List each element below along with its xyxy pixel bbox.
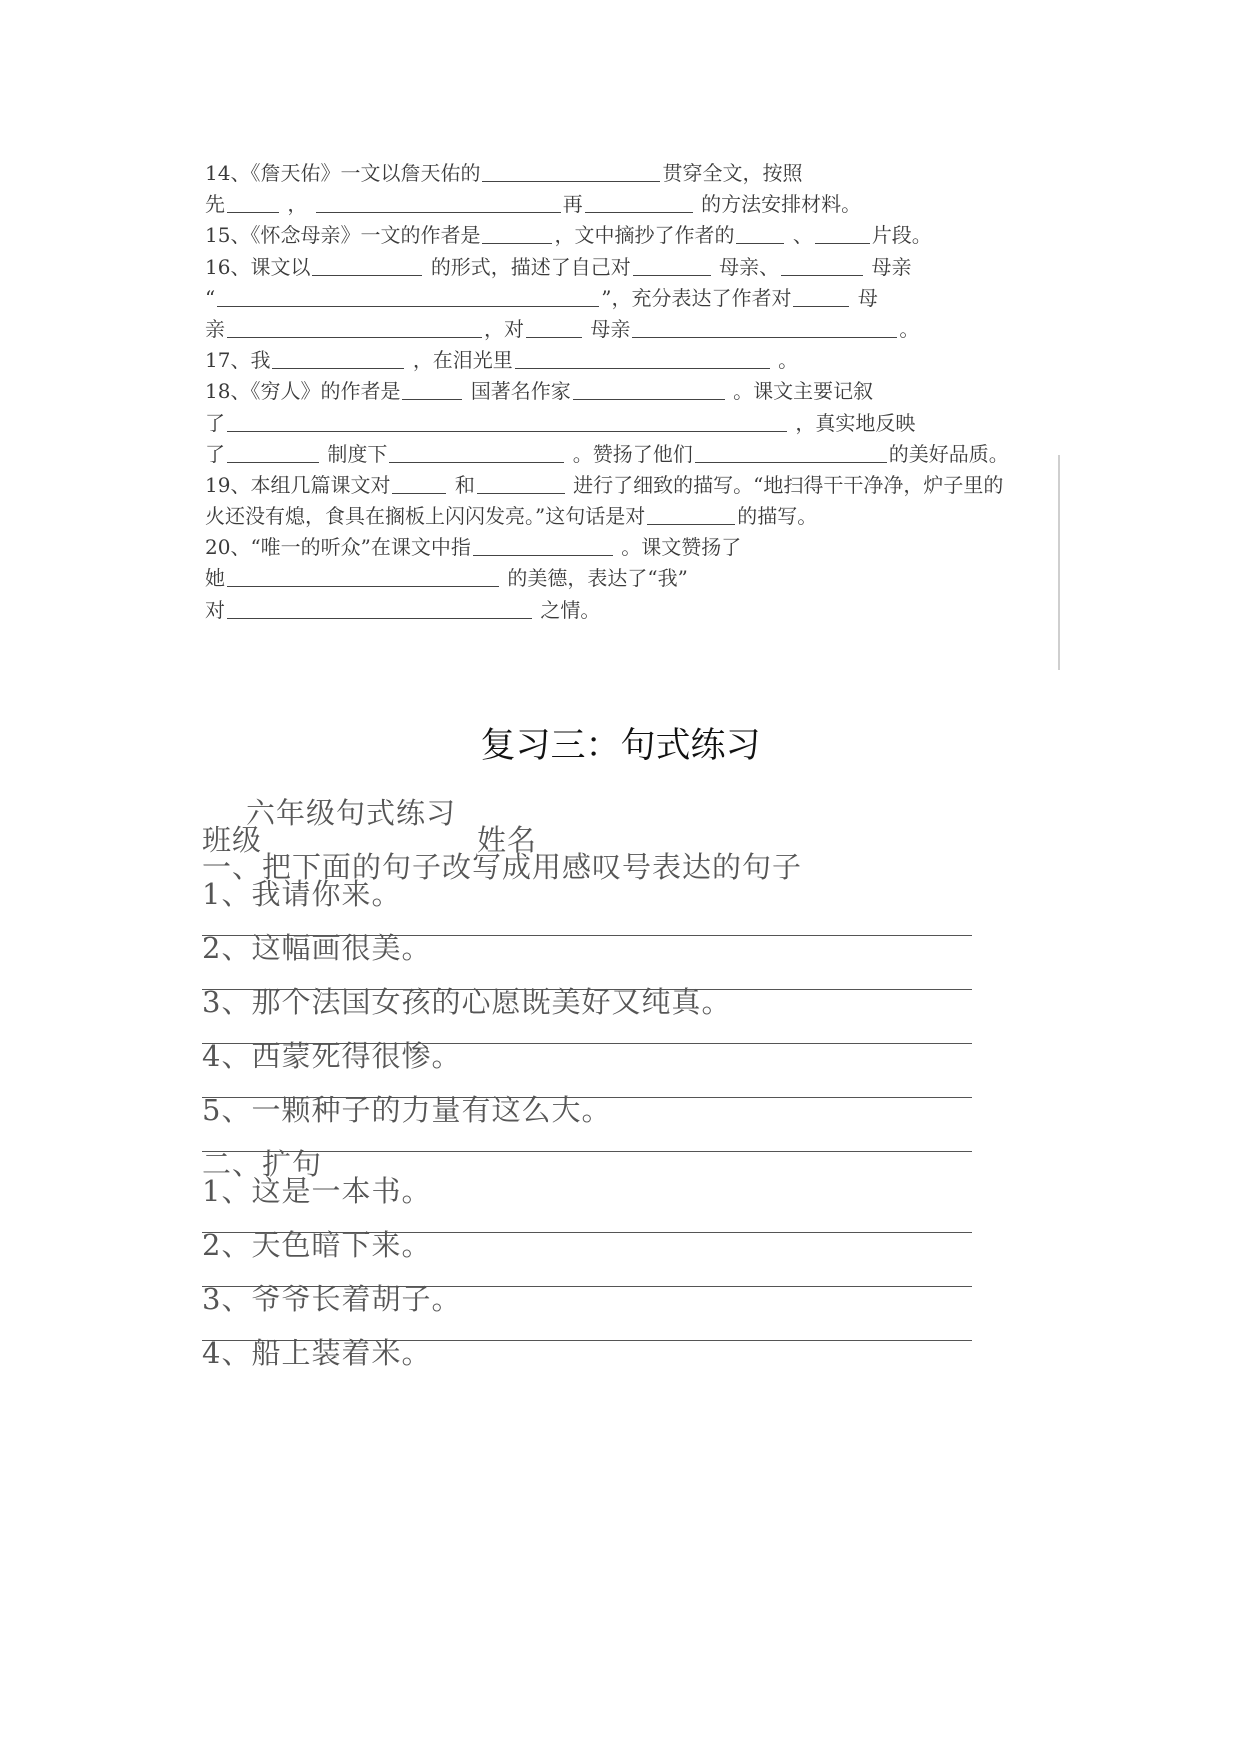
part-2-item: 4、船上装着米。: [202, 1336, 432, 1370]
question-text: 14、《詹天佑》一文以詹天佑的: [205, 161, 481, 185]
question-16-line-2: [205, 283, 1055, 314]
question-text: 再: [562, 192, 583, 217]
answer-blank[interactable]: [227, 442, 319, 463]
question-15: [205, 220, 1055, 251]
question-text: 。: [899, 316, 920, 341]
question-16-line-1: [205, 252, 1055, 283]
sheet-title: 六年级句式练习: [246, 796, 457, 830]
answer-blank[interactable]: [477, 473, 565, 494]
question-text: 先: [205, 192, 225, 217]
answer-blank[interactable]: [793, 286, 849, 307]
class-label: 班级: [202, 823, 263, 857]
question-text: “: [205, 285, 216, 310]
question-text: 之情。: [540, 597, 601, 622]
question-14-line-2: [205, 189, 1055, 220]
question-text: 片段。: [871, 223, 932, 248]
part-2-item: 1、这是一本书。: [202, 1174, 432, 1208]
page-edge-divider: [1058, 455, 1060, 670]
question-text: 母亲: [871, 254, 912, 279]
question-block: [205, 158, 1055, 626]
part-1-title: 一、把下面的句子改写成用感叹号表达的句子: [202, 850, 803, 884]
section-title: 复习三：句式练习: [480, 726, 761, 766]
question-19-line-2: [205, 501, 1055, 532]
question-18-line-1: [205, 376, 1055, 407]
answer-blank[interactable]: [633, 255, 711, 276]
answer-blank[interactable]: [815, 223, 870, 244]
answer-blank[interactable]: [392, 473, 446, 494]
name-label: 姓名: [477, 823, 538, 857]
answer-blank[interactable]: [632, 317, 897, 338]
question-text: ，在泪光里: [412, 348, 513, 373]
part-2-item: 3、爷爷长着胡子。: [202, 1282, 462, 1316]
part-1-item: 4、西蒙死得很惨。: [202, 1039, 462, 1073]
part-1-item: 1、我请你来。: [202, 877, 402, 911]
question-text: 、: [792, 223, 813, 248]
question-text: 对: [205, 597, 225, 622]
answer-blank[interactable]: [402, 379, 462, 400]
part-1-item: 2、这幅画很美。: [202, 931, 432, 965]
question-text: 进行了细致的描写。“地扫得干干净净，炉子里的: [573, 472, 1004, 497]
answer-blank[interactable]: [482, 223, 552, 244]
answer-blank[interactable]: [312, 255, 422, 276]
part-1-item: 3、那个法国女孩的心愿既美好又纯真。: [202, 985, 732, 1019]
question-text: 贯穿全文，按照: [662, 161, 803, 185]
question-20-line-2: [205, 563, 1055, 594]
answer-blank[interactable]: [647, 504, 735, 525]
exercise-sheet: [202, 796, 1022, 1370]
question-text: ”，充分表达了作者对: [601, 285, 792, 310]
question-text: 的方法安排材料。: [701, 192, 862, 217]
answer-blank[interactable]: [473, 535, 613, 556]
question-text: 母亲、: [719, 254, 780, 279]
question-text: 亲: [205, 316, 225, 341]
question-14-line-1: [205, 158, 1055, 189]
question-text: 制度下: [327, 441, 388, 466]
question-text: 国著名作家: [470, 379, 571, 404]
question-text: 她: [205, 566, 225, 591]
question-text: ，: [287, 192, 308, 217]
part-2-title: 二、扩句: [202, 1147, 323, 1181]
answer-blank[interactable]: [227, 598, 532, 619]
question-text: 17、我: [205, 348, 271, 373]
question-text: 19、本组几篇课文对: [205, 472, 391, 497]
question-17: [205, 345, 1055, 376]
question-text: 16、课文以: [205, 254, 311, 279]
question-text: 了: [205, 441, 225, 466]
answer-blank[interactable]: [585, 192, 693, 213]
answer-blank[interactable]: [227, 411, 787, 432]
question-text: 火还没有熄，食具在搁板上闪闪发亮。”这句话是对: [205, 504, 646, 529]
answer-blank[interactable]: [389, 442, 564, 463]
answer-blank[interactable]: [227, 317, 482, 338]
question-text: 和: [454, 472, 475, 497]
question-20-line-1: [205, 532, 1055, 563]
question-text: 的美德，表达了“我”: [507, 566, 688, 591]
question-text: 。: [778, 348, 799, 373]
answer-blank[interactable]: [526, 317, 582, 338]
question-20-line-3: [205, 595, 1055, 626]
answer-blank[interactable]: [695, 442, 887, 463]
question-text: 母亲: [590, 316, 631, 341]
question-18-line-2: [205, 408, 1055, 439]
question-16-line-3: [205, 314, 1055, 345]
question-18-line-3: [205, 439, 1055, 470]
question-text: 20、“唯一的听众”在课文中指: [205, 535, 471, 560]
answer-blank[interactable]: [482, 161, 660, 182]
answer-blank[interactable]: [227, 566, 499, 587]
question-text: 。课文赞扬了: [621, 535, 742, 560]
answer-blank[interactable]: [272, 348, 404, 369]
question-19-line-1: [205, 470, 1055, 501]
question-text: 。赞扬了他们: [572, 441, 693, 466]
answer-blank[interactable]: [227, 192, 279, 213]
question-text: 的美好品质。: [888, 441, 1009, 466]
answer-blank[interactable]: [781, 255, 863, 276]
question-text: 的形式，描述了自己对: [430, 254, 631, 279]
question-text: 18、《穷人》的作者是: [205, 379, 401, 404]
answer-blank[interactable]: [316, 192, 561, 213]
question-text: ，真实地反映: [795, 410, 916, 435]
answer-blank[interactable]: [515, 348, 770, 369]
question-text: ，对: [484, 316, 524, 341]
question-text: 母: [857, 285, 878, 310]
answer-blank[interactable]: [573, 379, 725, 400]
answer-blank[interactable]: [736, 223, 784, 244]
question-text: 。课文主要记叙: [733, 379, 874, 404]
question-text: 的描写。: [737, 504, 818, 529]
answer-blank[interactable]: [217, 286, 599, 307]
part-1-item: 5、一颗种子的力量有这么大。: [202, 1093, 612, 1127]
question-text: 15、《怀念母亲》一文的作者是: [205, 223, 481, 248]
part-2-item: 2、天色暗下来。: [202, 1228, 432, 1262]
question-text: 了: [205, 410, 225, 435]
question-text: ，文中摘抄了作者的: [554, 223, 735, 248]
